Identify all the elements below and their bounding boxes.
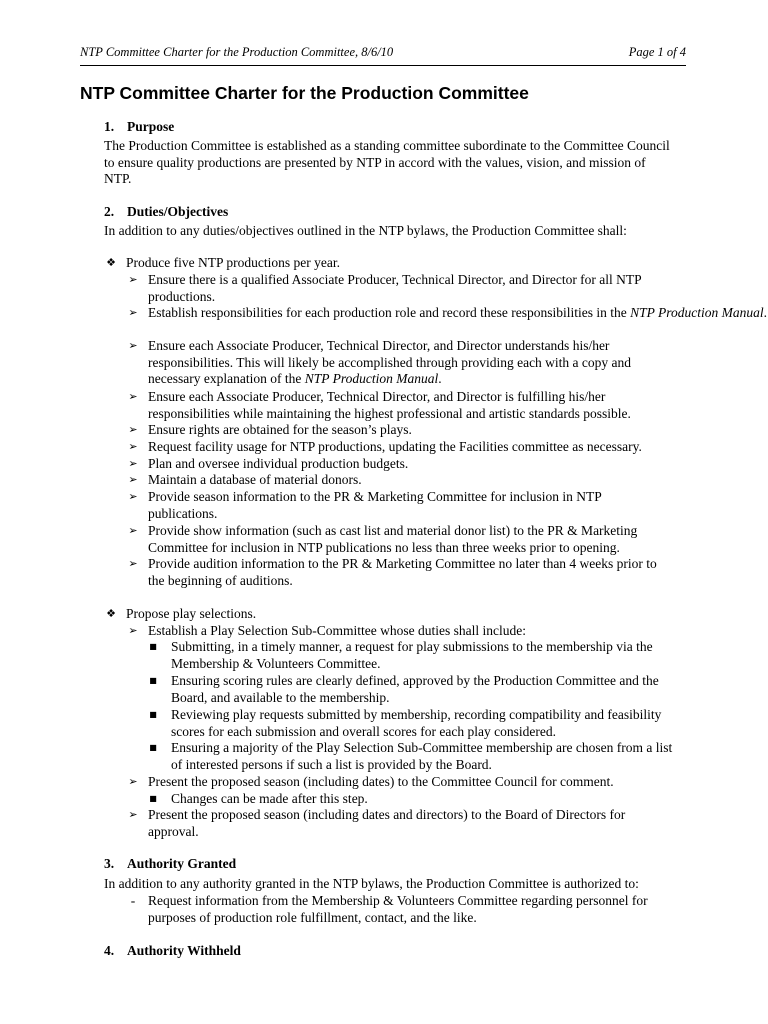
arrow-bullet-icon: ➢ (128, 440, 138, 453)
text-run: . (438, 371, 442, 386)
arrow-bullet-icon: ➢ (128, 390, 138, 403)
section-title: Authority Granted (127, 856, 237, 871)
text-line: Plan and oversee individual production budgets. (148, 456, 409, 471)
manual-title-italic: NTP Production Manual (304, 371, 439, 386)
diamond-bullet-icon: ❖ (106, 607, 116, 620)
text-line: Request information from the Membership & Volunteers Committee regarding personnel for (148, 893, 648, 908)
text-line: Committee for inclusion in NTP publications no less than three weeks prior to opening. (148, 539, 620, 555)
square-bullet-icon: ■ (149, 794, 157, 803)
text-line: of interested persons if such a list is provided by the Board. (171, 756, 492, 772)
square-bullet-icon: ■ (149, 642, 157, 651)
text-line: Changes can be made after this step. (171, 791, 368, 806)
text-line: In addition to any authority granted in the NTP bylaws, the Production Committee is authorized to: (104, 876, 639, 891)
text-line: responsibilities. This will likely be accomplished through providing each with a copy and (148, 354, 632, 370)
square-bullet-icon: ■ (149, 743, 157, 752)
arrow-bullet-icon: ➢ (128, 524, 138, 537)
text-line: scores for each submission and overall scores for each play considered. (171, 723, 556, 739)
page-number: Page 1 of 4 (628, 45, 686, 59)
duties-intro (104, 223, 664, 240)
text-run: necessary explanation of the (148, 371, 305, 386)
text-line: Produce five NTP productions per year. (126, 255, 340, 270)
text-line: NTP. (104, 171, 132, 186)
section-number: 4. (104, 943, 115, 958)
arrow-bullet-icon: ➢ (128, 557, 138, 570)
arrow-bullet-icon: ➢ (128, 273, 138, 286)
diamond-bullet-icon: ❖ (106, 256, 116, 269)
text-line: Board, and available to the membership. (171, 689, 390, 705)
text-line: Ensure rights are obtained for the season’s plays. (148, 422, 412, 437)
section-title: Purpose (127, 119, 175, 134)
text-line: Ensuring scoring rules are clearly defined, approved by the Production Committee and the (171, 673, 659, 688)
arrow-bullet-icon: ➢ (128, 423, 138, 436)
text-line: In addition to any duties/objectives outlined in the NTP bylaws, the Production Committee shall: (104, 223, 627, 238)
text-line: approval. (148, 823, 199, 839)
section-heading-authority-granted (104, 855, 236, 872)
text-line: Provide audition information to the PR & Marketing Committee no later than 4 weeks prior to (148, 556, 657, 571)
text-line: Maintain a database of material donors. (148, 472, 362, 487)
square-bullet-icon: ■ (149, 676, 157, 685)
manual-title-italic: NTP Production Manual (630, 305, 764, 320)
section-heading-purpose (104, 118, 174, 135)
document-title: NTP Committee Charter for the Production Committee (80, 83, 529, 103)
text-line: Ensuring a majority of the Play Selection Sub-Committee membership are chosen from a list (171, 740, 673, 755)
section-title: Duties/Objectives (127, 204, 229, 219)
text-line: The Production Committee is established as a standing committee subordinate to the Committee Council (104, 138, 670, 153)
text-line: purposes of production role fulfillment, contact, and the like. (148, 909, 477, 925)
section-heading-duties (104, 203, 228, 220)
text-line: Establish a Play Selection Sub-Committee whose duties shall include: (148, 623, 526, 638)
section-heading-authority-withheld (104, 942, 241, 959)
text-line: to ensure quality productions are presented by NTP in accord with the values, vision, and mission of (104, 154, 646, 170)
text-run: Establish responsibilities for each production role and record these responsibilities in the (148, 305, 631, 320)
section-number: 1. (104, 119, 115, 134)
square-bullet-icon: ■ (149, 710, 157, 719)
purpose-paragraph (104, 138, 670, 188)
authority-granted-intro (104, 876, 664, 893)
arrow-bullet-icon: ➢ (128, 624, 138, 637)
text-line: Provide season information to the PR & Marketing Committee for inclusion in NTP (148, 489, 602, 504)
section-number: 3. (104, 856, 115, 871)
text-run: . (763, 305, 768, 320)
arrow-bullet-icon: ➢ (128, 306, 138, 319)
text-line: Propose play selections. (126, 606, 257, 621)
arrow-bullet-icon: ➢ (128, 473, 138, 486)
header-rule (80, 65, 686, 66)
header-title: NTP Committee Charter for the Production Committee, 8/6/10 (80, 45, 394, 59)
text-line: productions. (148, 288, 216, 304)
arrow-bullet-icon: ➢ (128, 808, 138, 821)
arrow-bullet-icon: ➢ (128, 490, 138, 503)
text-line: Present the proposed season (including dates) to the Committee Council for comment. (148, 774, 614, 789)
text-line: publications. (148, 505, 218, 521)
section-title: Authority Withheld (127, 943, 241, 958)
arrow-bullet-icon: ➢ (128, 775, 138, 788)
section-number: 2. (104, 204, 115, 219)
arrow-bullet-icon: ➢ (128, 457, 138, 470)
text-line: Ensure there is a qualified Associate Producer, Technical Director, and Director for all NTP (148, 272, 642, 287)
text-line (148, 371, 631, 388)
text-line (148, 305, 767, 322)
arrow-bullet-icon: ➢ (128, 339, 138, 352)
text-line: Submitting, in a timely manner, a request for play submissions to the membership via the (171, 639, 653, 654)
text-line: the beginning of auditions. (148, 572, 293, 588)
text-line: Provide show information (such as cast list and material donor list) to the PR & Marketing (148, 523, 638, 538)
text-line: Present the proposed season (including dates and directors) to the Board of Directors for (148, 807, 626, 822)
text-line: Ensure each Associate Producer, Technical Director, and Director understands his/her (148, 338, 610, 353)
text-line: Request facility usage for NTP productions, updating the Facilities committee as necessary. (148, 439, 642, 454)
text-line: Ensure each Associate Producer, Technical Director, and Director is fulfilling his/her (148, 389, 606, 404)
text-line: Reviewing play requests submitted by membership, recording compatibility and feasibility (171, 707, 662, 722)
text-line: responsibilities while maintaining the highest professional and artistic standards possible. (148, 405, 631, 421)
text-line: Membership & Volunteers Committee. (171, 655, 381, 671)
dash-bullet: - (130, 893, 136, 908)
